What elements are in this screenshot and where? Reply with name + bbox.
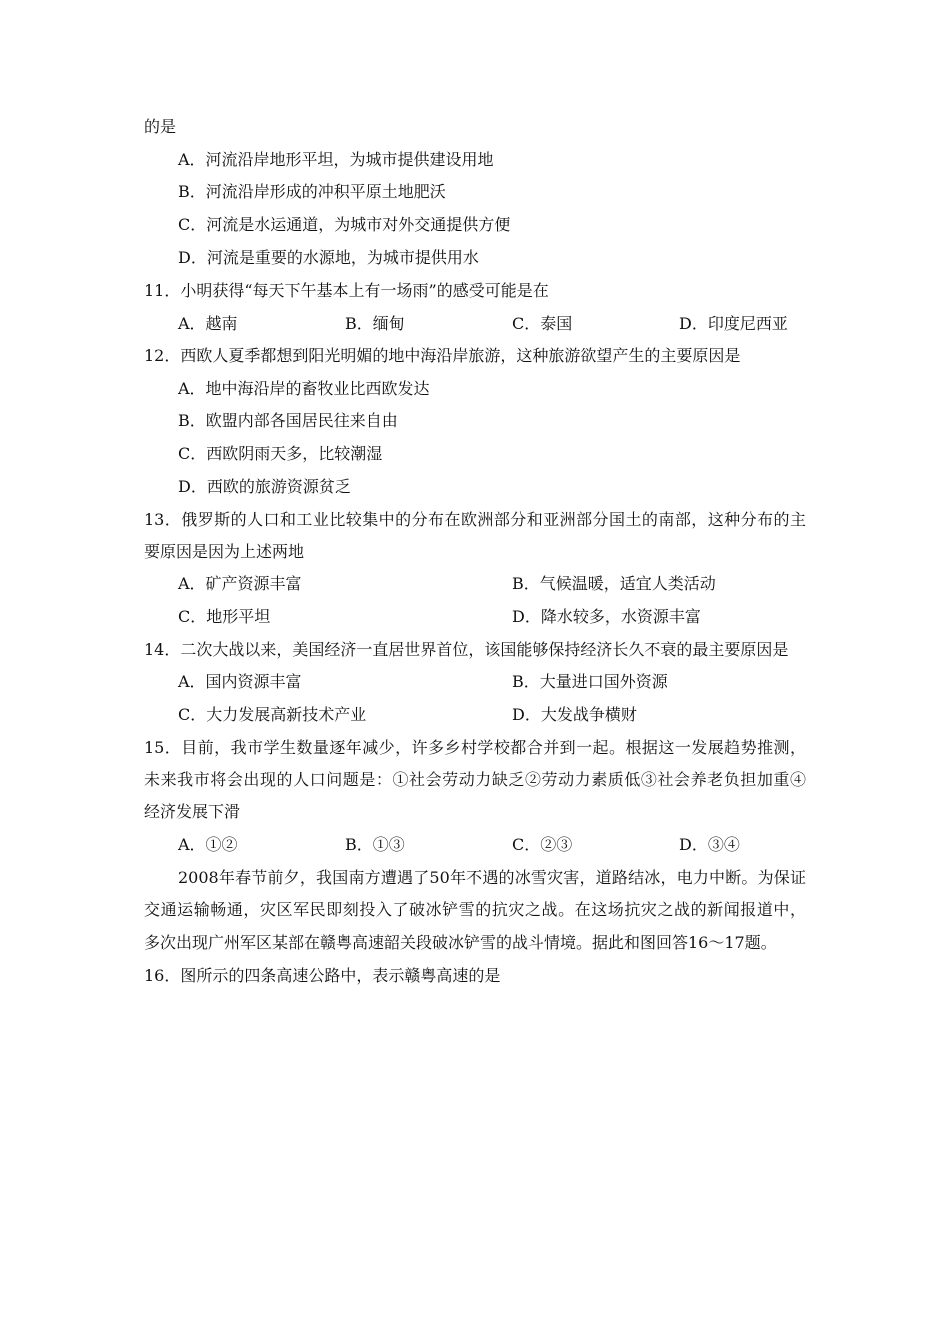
question-15-stem-line-1: 15．目前，我市学生数量逐年减少，许多乡村学校都合并到一起。根据这一发展趋势推测， bbox=[144, 738, 806, 757]
question-11-option-d: D．印度尼西亚 bbox=[679, 314, 788, 333]
question-13-stem-line-1: 13．俄罗斯的人口和工业比较集中的分布在欧洲部分和亚洲部分国土的南部，这种分布的主 bbox=[144, 510, 806, 529]
question-15-option-b: B．①③ bbox=[345, 835, 405, 854]
question-14-stem: 14．二次大战以来，美国经济一直居世界首位，该国能够保持经济长久不衰的最主要原因是 bbox=[144, 640, 789, 659]
question-11-option-a: A．越南 bbox=[178, 314, 238, 333]
question-16-stem: 16．图所示的四条高速公路中，表示赣粤高速的是 bbox=[144, 966, 501, 985]
question-14-option-c: C．大力发展高新技术产业 bbox=[178, 705, 367, 724]
question-11-stem: 11．小明获得“每天下午基本上有一场雨”的感受可能是在 bbox=[144, 281, 549, 300]
question-15-stem-line-3: 经济发展下滑 bbox=[144, 802, 241, 821]
question-12-option-d: D．西欧的旅游资源贫乏 bbox=[178, 477, 351, 496]
question-10-option-d: D．河流是重要的水源地，为城市提供用水 bbox=[178, 248, 479, 267]
question-10-option-a: A．河流沿岸地形平坦，为城市提供建设用地 bbox=[178, 150, 494, 169]
passage-line-1: 2008年春节前夕，我国南方遭遇了50年不遇的冰雪灾害，道路结冰，电力中断。为保证 bbox=[178, 868, 806, 887]
question-11-option-c: C．泰国 bbox=[512, 314, 573, 333]
question-13-option-b: B．气候温暖，适宜人类活动 bbox=[512, 574, 716, 593]
question-11-option-b: B．缅甸 bbox=[345, 314, 405, 333]
question-12-option-b: B．欧盟内部各国居民往来自由 bbox=[178, 411, 398, 430]
question-12-option-c: C．西欧阴雨天多，比较潮湿 bbox=[178, 444, 383, 463]
question-13-option-a: A．矿产资源丰富 bbox=[178, 574, 302, 593]
question-10-option-c: C．河流是水运通道，为城市对外交通提供方便 bbox=[178, 215, 511, 234]
question-14-option-a: A．国内资源丰富 bbox=[178, 672, 302, 691]
passage-line-2: 交通运输畅通，灾区军民即刻投入了破冰铲雪的抗灾之战。在这场抗灾之战的新闻报道中， bbox=[144, 900, 806, 919]
question-13-option-c: C．地形平坦 bbox=[178, 607, 271, 626]
question-15-option-c: C．②③ bbox=[512, 835, 573, 854]
question-14-option-b: B．大量进口国外资源 bbox=[512, 672, 668, 691]
question-15-option-a: A．①② bbox=[178, 835, 238, 854]
question-14-option-d: D．大发战争横财 bbox=[512, 705, 637, 724]
question-10-stem-tail: 的是 bbox=[144, 117, 177, 136]
passage-line-3: 多次出现广州军区某部在赣粤高速韶关段破冰铲雪的战斗情境。据此和图回答16～17题。 bbox=[144, 933, 777, 952]
question-15-option-d: D．③④ bbox=[679, 835, 740, 854]
question-12-stem: 12．西欧人夏季都想到阳光明媚的地中海沿岸旅游，这种旅游欲望产生的主要原因是 bbox=[144, 346, 741, 365]
question-10-option-b: B．河流沿岸形成的冲积平原土地肥沃 bbox=[178, 182, 446, 201]
question-15-stem-line-2: 未来我市将会出现的人口问题是：①社会劳动力缺乏②劳动力素质低③社会养老负担加重④ bbox=[144, 770, 806, 789]
question-12-option-a: A．地中海沿岸的畜牧业比西欧发达 bbox=[178, 379, 430, 398]
question-13-stem-line-2: 要原因是因为上述两地 bbox=[144, 542, 305, 561]
question-13-option-d: D．降水较多，水资源丰富 bbox=[512, 607, 701, 626]
